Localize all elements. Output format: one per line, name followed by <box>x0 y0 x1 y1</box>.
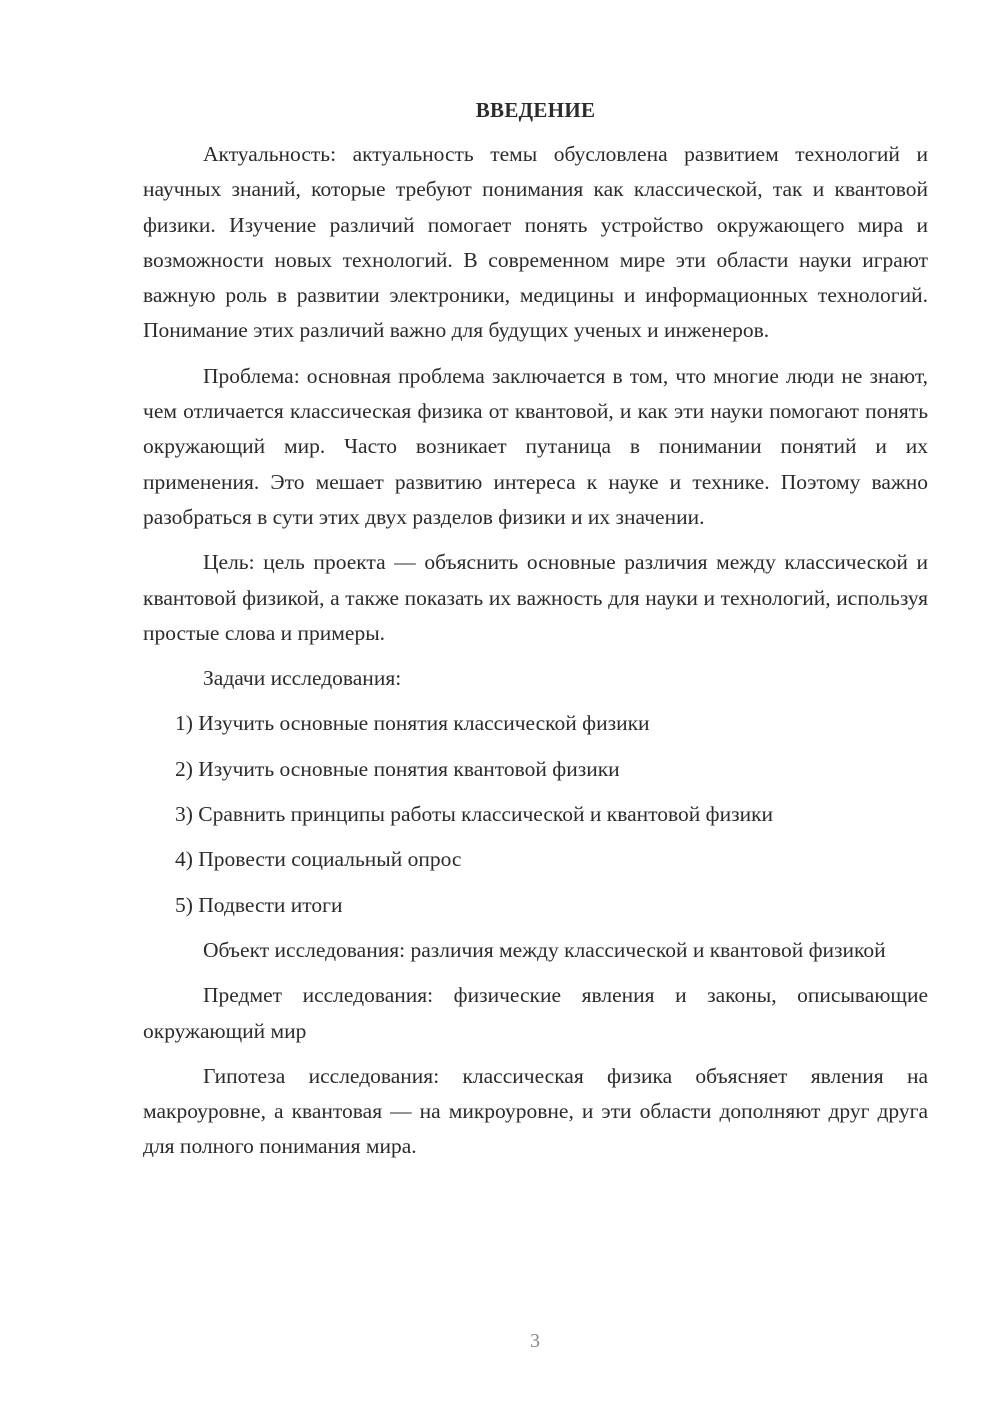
paragraph-goal: Цель: цель проекта — объяснить основные различия между классической и квантовой физикой, а также показать их важность для науки и технологий, используя простые слова и примеры. <box>143 550 928 645</box>
tasks-heading: Задачи исследования: <box>203 666 402 691</box>
paragraph-subject: Предмет исследования: физические явления и законы, описывающие окружающий мир <box>143 983 928 1043</box>
task-item: 1) Изучить основные понятия классической физики <box>175 711 650 736</box>
task-item: 5) Подвести итоги <box>175 892 343 917</box>
task-item: 3) Сравнить принципы работы классической и квантовой физики <box>175 802 774 827</box>
page-content <box>143 95 928 1175</box>
task-item: 4) Провести социальный опрос <box>175 847 462 872</box>
paragraph-relevance: Актуальность: актуальность темы обусловлена развитием технологий и научных знаний, которые требуют понимания как классической, так и квантовой физики. Изучение различий помогает понять устройство окружающего мира и возможности новых технологий. В современном мире эти области науки играют важную роль в развитии электроники, медицины и информационных технологий. Понимание этих различий важно для будущих ученых и инженеров. <box>143 142 928 343</box>
paragraph-object: Объект исследования: различия между классической и квантовой физикой <box>203 937 886 962</box>
tasks-list <box>143 706 928 922</box>
paragraph-hypothesis: Гипотеза исследования: классическая физика объясняет явления на макроуровне, а квантовая — на микроуровне, и эти области дополняют друг друга для полного понимания мира. <box>143 1063 928 1159</box>
paragraph-problem: Проблема: основная проблема заключается в том, что многие люди не знают, чем отличается классическая физика от квантовой, и как эти науки помогают понять окружающий мир. Часто возникает путаница в понимании понятий и их применения. Это мешает развитию интереса к науке и технике. Поэтому важно разобраться в сути этих двух разделов физики и их значении. <box>143 363 928 529</box>
task-item: 2) Изучить основные понятия квантовой физики <box>175 756 620 781</box>
section-title: ВВЕДЕНИЕ <box>475 98 596 122</box>
page-number: 3 <box>530 1330 540 1352</box>
